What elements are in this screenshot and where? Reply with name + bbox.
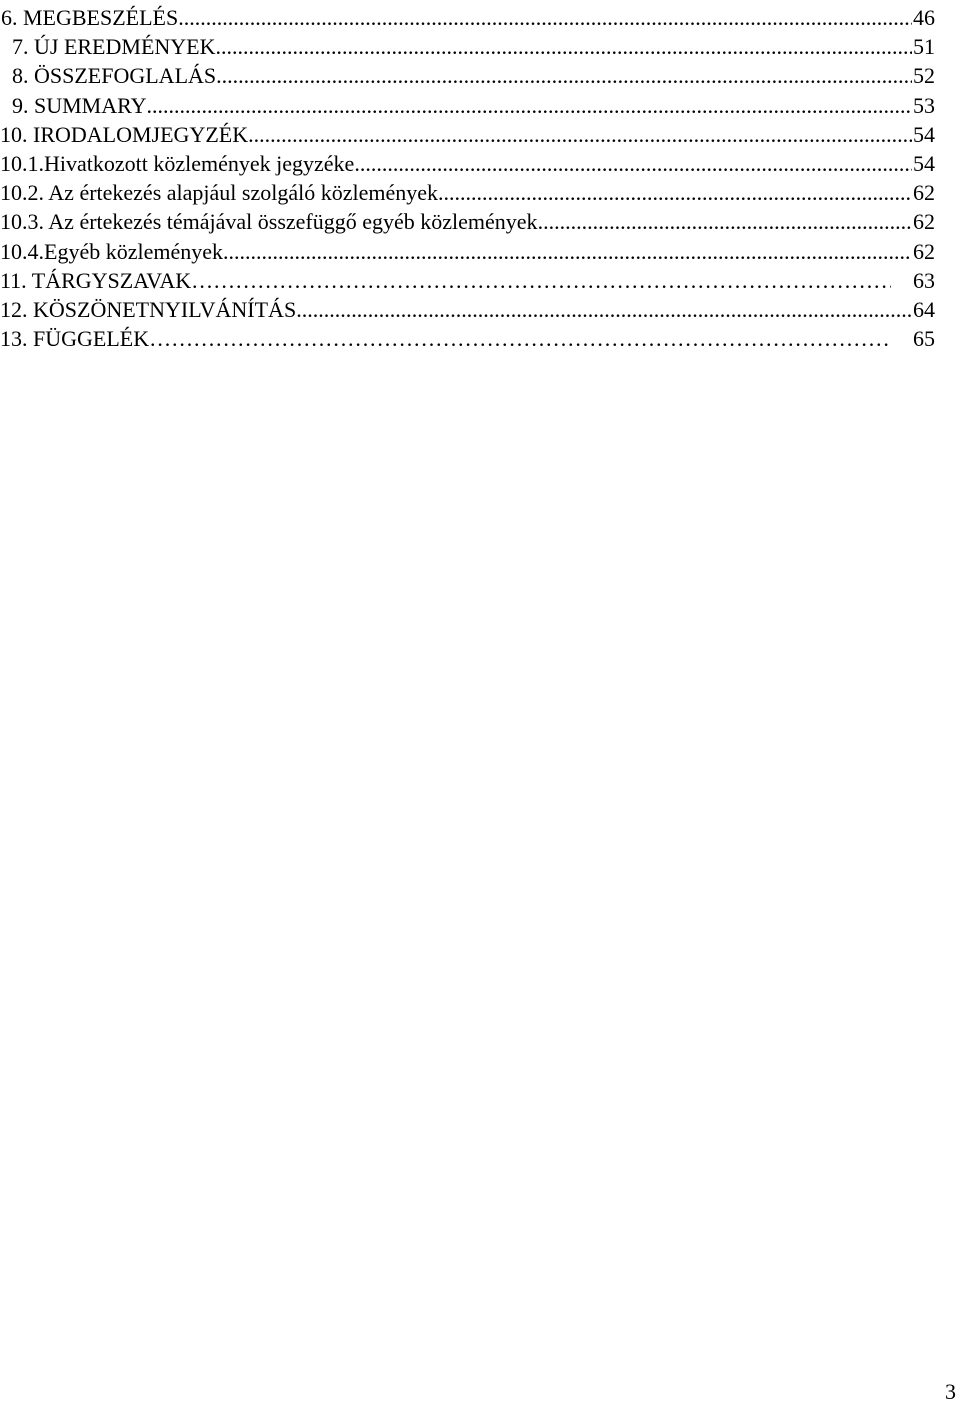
toc-entry-summary [0, 91, 935, 120]
toc-entry-page: 53 [913, 92, 935, 118]
toc-entry-osszefoglalas [0, 61, 935, 90]
toc-entry-label: 13. FÜGGELÉK [0, 326, 150, 352]
toc-entry-label: 8. ÖSSZEFOGLALÁS [12, 63, 217, 89]
dot-leader [296, 295, 912, 324]
table-of-contents [0, 3, 935, 353]
toc-entry-label: 7. ÚJ EREDMÉNYEK [12, 34, 216, 60]
toc-entry-label: 10.2. Az értekezés alapjául szolgáló közlemények [0, 180, 438, 206]
toc-entry-label: 10. IRODALOMJEGYZÉK [0, 121, 249, 147]
toc-entry-label: 11. TÁRGYSZAVAK [0, 267, 192, 293]
toc-entry-uj-eredmenyek [0, 32, 935, 61]
dot-leader [438, 178, 912, 207]
toc-entry-megbeszeles [0, 3, 935, 32]
toc-entry-osszefuggo-egyeb-kozlemenyek [0, 207, 935, 236]
toc-entry-page: 63 [913, 267, 935, 293]
toc-entry-label: 12. KÖSZÖNETNYILVÁNÍTÁS [0, 296, 297, 322]
dot-leader [146, 91, 912, 120]
ellipsis-leader [191, 266, 891, 295]
toc-entry-page: 62 [913, 209, 935, 235]
toc-entry-page: 54 [913, 150, 935, 176]
toc-entry-page: 51 [913, 34, 935, 60]
toc-entry-egyeb-kozlemenyek [0, 237, 935, 266]
dot-leader [538, 207, 912, 236]
toc-entry-hivatkozott-kozlemenyek [0, 149, 935, 178]
toc-entry-page: 54 [913, 121, 935, 147]
toc-entry-irodalomjegyzek [0, 120, 935, 149]
dot-leader [216, 61, 912, 90]
toc-entry-page: 46 [913, 5, 935, 30]
toc-entry-targyszavak [0, 266, 935, 295]
toc-entry-page: 62 [913, 180, 935, 206]
dot-leader [216, 32, 913, 61]
page-number: 3 [945, 1379, 956, 1404]
dot-leader [178, 3, 912, 32]
toc-entry-label: 10.1.Hivatkozott közlemények jegyzéke [0, 150, 355, 176]
toc-entry-fuggelek [0, 324, 935, 353]
dot-leader [354, 149, 912, 178]
toc-entry-page: 64 [913, 296, 935, 322]
toc-entry-alapjaul-szolgalo-kozlemenyek [0, 178, 935, 207]
toc-entry-page: 62 [913, 238, 935, 264]
toc-entry-koszonetnyilvanitas [0, 295, 935, 324]
toc-entry-page: 65 [913, 326, 935, 352]
toc-entry-label: 9. SUMMARY [12, 92, 147, 118]
toc-entry-page: 52 [913, 63, 935, 89]
dot-leader [223, 237, 912, 266]
dot-leader [248, 120, 912, 149]
ellipsis-leader [149, 324, 891, 353]
toc-entry-label: 6. MEGBESZÉLÉS [1, 5, 179, 30]
toc-entry-label: 10.3. Az értekezés témájával összefüggő egyéb közlemények [0, 209, 538, 235]
toc-entry-label: 10.4.Egyéb közlemények [0, 238, 223, 264]
